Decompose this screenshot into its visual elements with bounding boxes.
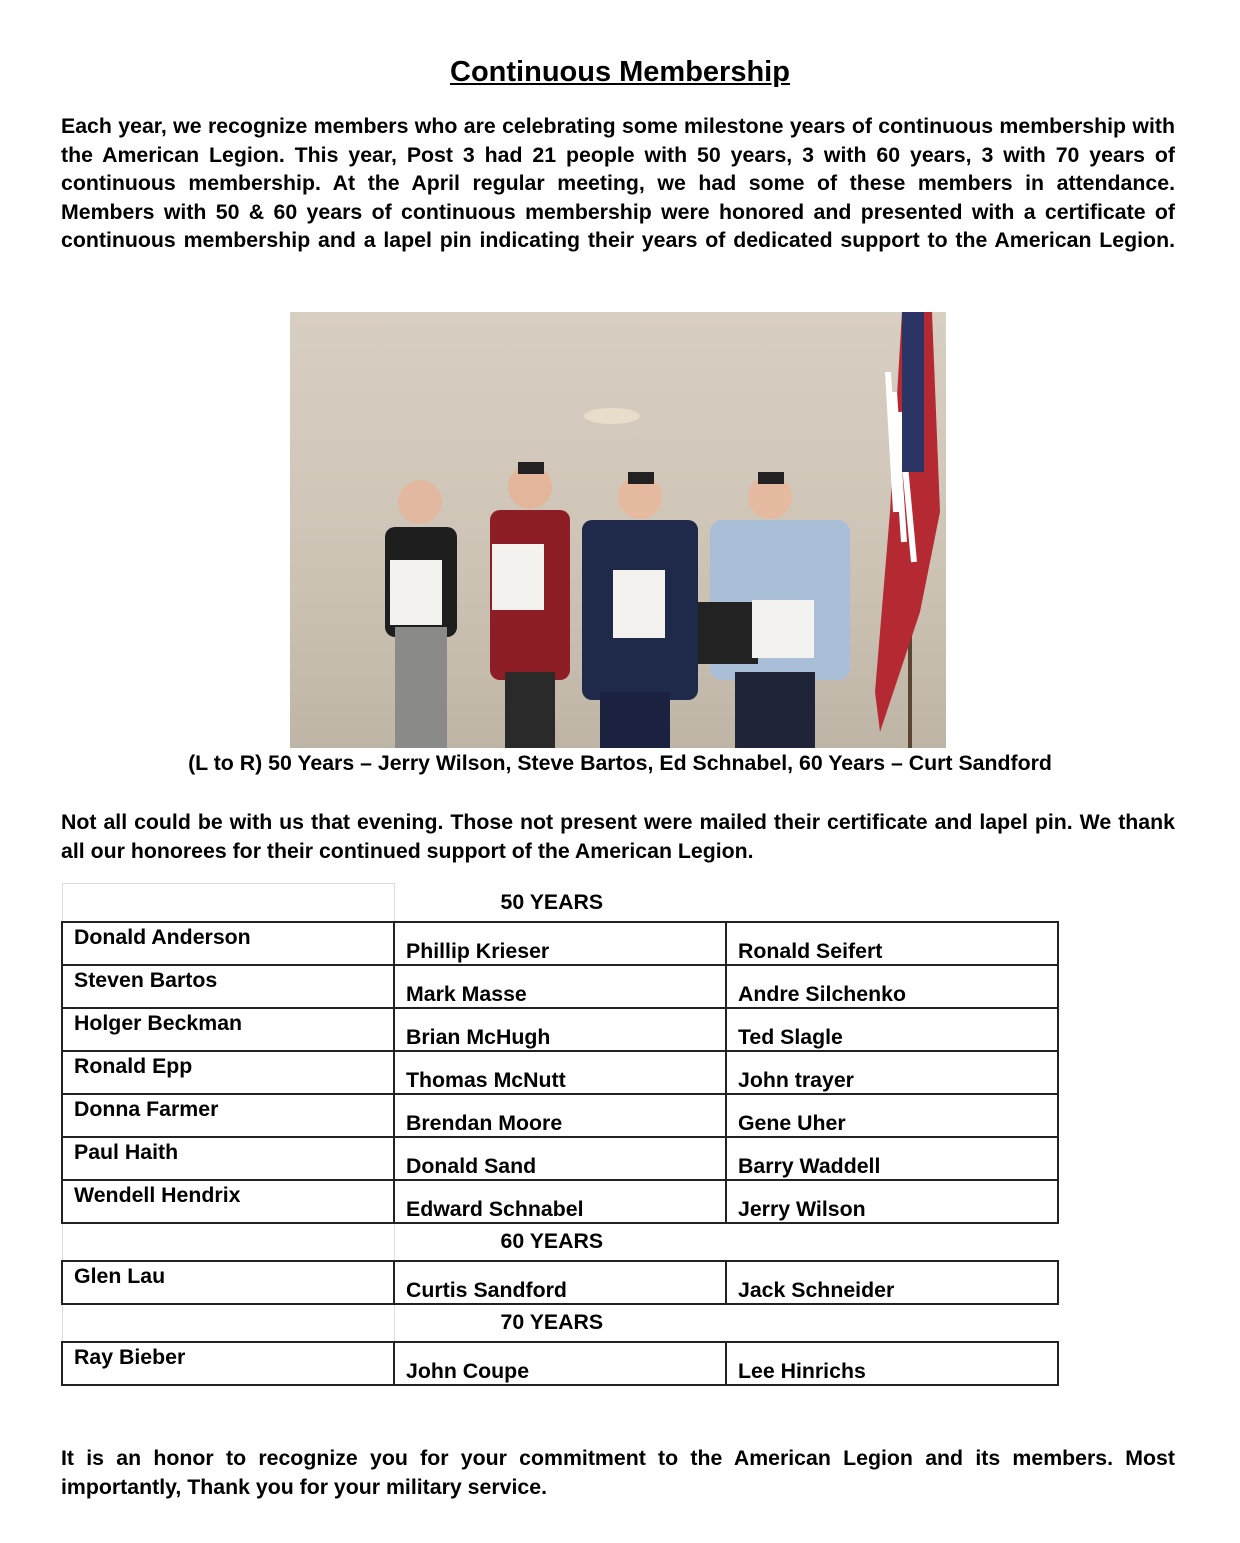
member-name: Ray Bieber [62, 1342, 394, 1385]
member-name: Brendan Moore [394, 1094, 726, 1137]
member-name: Edward Schnabel [394, 1180, 726, 1223]
table-row [62, 1094, 1058, 1137]
member-name: Thomas McNutt [394, 1051, 726, 1094]
group-label: 60 YEARS [500, 1229, 604, 1253]
person-2 [490, 462, 570, 748]
member-name: Brian McHugh [394, 1008, 726, 1051]
person-4 [698, 472, 850, 748]
member-name: Steven Bartos [62, 965, 394, 1008]
member-name: Phillip Krieser [394, 922, 726, 965]
group-label: 50 YEARS [500, 889, 604, 914]
wall-lamp [584, 408, 640, 424]
person-1 [385, 480, 457, 748]
member-name: Curtis Sandford [394, 1261, 726, 1304]
member-name: Lee Hinrichs [726, 1342, 1058, 1385]
group-header-row [62, 884, 1058, 922]
member-name: Andre Silchenko [726, 965, 1058, 1008]
page-title: Continuous Membership [450, 56, 790, 88]
table-row [62, 1137, 1058, 1180]
photo-caption: (L to R) 50 Years – Jerry Wilson, Steve Bartos, Ed Schnabel, 60 Years – Curt Sandford [188, 751, 1052, 775]
member-name: John trayer [726, 1051, 1058, 1094]
member-name: Donald Anderson [62, 922, 394, 965]
table-row [62, 1008, 1058, 1051]
member-name: Ronald Epp [62, 1051, 394, 1094]
member-name: Jerry Wilson [726, 1180, 1058, 1223]
member-name: John Coupe [394, 1342, 726, 1385]
american-flag [875, 312, 940, 732]
member-name: Ted Slagle [726, 1008, 1058, 1051]
group-header-row [62, 1304, 1058, 1342]
empty-cell [62, 1223, 394, 1261]
member-name: Wendell Hendrix [62, 1180, 394, 1223]
honoree-table [61, 883, 1059, 1386]
member-name: Jack Schneider [726, 1261, 1058, 1304]
closing-paragraph: It is an honor to recognize you for your commitment to the American Legion and its members. Most importantly, Thank you for your military service. [61, 1446, 1175, 1499]
member-name: Glen Lau [62, 1261, 394, 1304]
table-row [62, 1180, 1058, 1223]
empty-cell [62, 884, 394, 922]
member-name: Mark Masse [394, 965, 726, 1008]
member-name: Gene Uher [726, 1094, 1058, 1137]
table-row [62, 922, 1058, 965]
intro-paragraph: Each year, we recognize members who are celebrating some milestone years of continuous membership with the American Legion. This year, Post 3 had 21 people with 50 years, 3 with 60 years, 3 with 70 years of continuous membership. At the April regular meeting, we had some of these members in attendance. Members with 50 & 60 years of continuous membership were honored and presented with a certificate of continuous membership and a lapel pin indicating their years of dedicated support to the American Legion. [61, 114, 1175, 253]
table-row [62, 965, 1058, 1008]
photo-illustration [290, 312, 946, 748]
group-header-row [62, 1223, 1058, 1261]
table-row [62, 1342, 1058, 1385]
member-name: Ronald Seifert [726, 922, 1058, 965]
empty-cell [62, 1304, 394, 1342]
member-name: Barry Waddell [726, 1137, 1058, 1180]
table-row [62, 1051, 1058, 1094]
member-name: Donna Farmer [62, 1094, 394, 1137]
person-3 [582, 472, 698, 748]
member-name: Donald Sand [394, 1137, 726, 1180]
table-row [62, 1261, 1058, 1304]
group-photo [290, 312, 946, 748]
member-name: Holger Beckman [62, 1008, 394, 1051]
group-label: 70 YEARS [500, 1310, 604, 1334]
outro-paragraph: Not all could be with us that evening. Those not present were mailed their certificate and lapel pin. We thank all our honorees for their continued support of the American Legion. [61, 810, 1175, 863]
member-name: Paul Haith [62, 1137, 394, 1180]
